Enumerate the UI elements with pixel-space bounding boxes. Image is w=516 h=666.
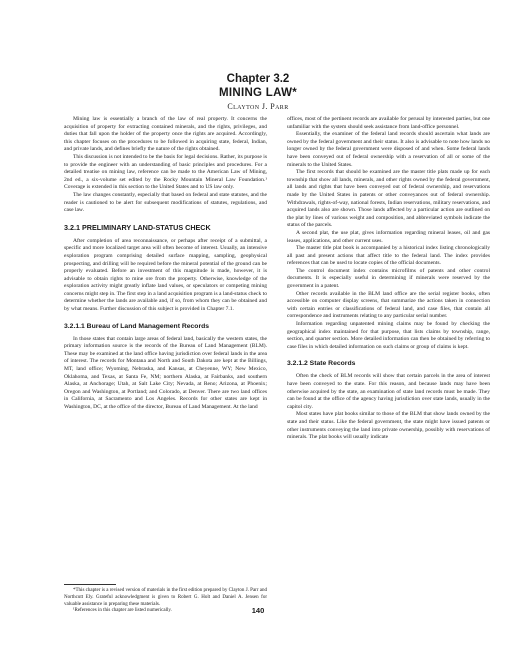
chapter-header — [0, 72, 516, 112]
paragraph: Information regarding unpatented mining claims may be found by checking the geographical index maintained for that purpose, that lists claims by township, range, section, and quarter section. More detailed information can then be obtained by referring to case files in which detailed information on such claims or group of claims is kept. — [287, 321, 490, 350]
author-name: Clayton J. Parr — [227, 102, 289, 111]
subsection-heading: 3.2.1.2 State Records — [287, 360, 356, 368]
paragraph: In those states that contain large areas of federal land, basically the western states, the primary information source is the records of the Bureau of Land Management (BLM). These may be examined at the land office having jurisdiction over federal lands in the area of interest. The records for Montana and North and South Dakota are kept at the Billings, MT, land office; Wyoming, Nebraska, and Kansas, at Cheyenne, WY; New Mexico, Oklahoma, and Texas, at Santa Fe, NM; northern Alaska, at Fairbanks, and southern Alaska, at Anchorage; Utah, at Salt Lake City; Nevada, at Reno; Arizona, at Phoenix; Oregon and Washington, at Portland; and Colorado, at Denver. There are two land offices in California, at Sacramento and Los Angeles. Records for other states are kept in Washington, DC, at the office of the director, Bureau of Land Management. At the land — [64, 335, 267, 410]
paragraph: Often the check of BLM records will show that certain parcels in the area of interest have been conveyed to the state. For this reason, and because lands may have been otherwise acquired by the state, an examination of state land records must be made. They can be found at the office of the agency having jurisdiction over state lands, usually in the capitol city. — [287, 373, 490, 410]
footnote: ¹References in this chapter are listed numerically. — [73, 608, 172, 614]
paragraph: Essentially, the examiner of the federal land records should ascertain what lands are owned by the federal government and their status. It also is advisable to note how lands no longer owned by the federal government were disposed of and when. Some federal lands have been conveyed out of federal ownership with a reservation of all or some of the minerals to the United States. — [287, 131, 490, 168]
paragraph: After completion of area reconnaissance, or perhaps after receipt of a submittal, a specific and more localized target area will often become of interest. Usually, an intensive exploration program comprising detailed surface mapping, sampling, geophysical prospecting, and drilling will be required before the mineral potential of the ground can be properly evaluated. Before an investment of this magnitude is made, however, it is advisable to obtain rights to mine ore from the property. Otherwise, knowledge of the exploration activity might greatly inflate land values, or speculators or competing mining concerns might step in. The first step in a land acquisition program is a land-status check to determine whether the lands are available and, if so, from whom they can be obtained and by what means. Further discussion of this subject is provided in Chapter 7.1. — [64, 237, 267, 313]
paragraph: Mining law is essentially a branch of the law of real property. It concerns the acquisition of property for extracting contained minerals, and the rights, privileges, and duties that fall upon the holder of the property once the rights are acquired. Accordingly, this chapter focuses on the procedures to be followed in acquiring state, federal, Indian, and private lands, and defines briefly the nature of the rights obtained. — [64, 116, 267, 153]
chapter-number: Chapter 3.2 — [226, 73, 290, 85]
paragraph: This discussion is not intended to be the basis for legal decisions. Rather, its purpose is to provide the engineer with an understanding of basic principles and procedures. For a detailed treatise on mining law, reference can be made to the American Law of Mining, 2nd ed., a six-volume set edited by the Rocky Mountain Mineral Law Foundation.¹ Coverage is extended in this section to the United States and to US law only. — [64, 153, 267, 191]
paragraph: The law changes constantly, especially that based on federal and state statutes, and the reader is cautioned to be alert for subsequent modifications of statutes, regulations, and case law. — [64, 191, 267, 214]
chapter-title: MINING LAW* — [218, 87, 298, 99]
paragraph: A second plat, the use plat, gives information regarding mineral leases, oil and gas leases, applications, and other current uses. — [287, 229, 490, 244]
page-number: 140 — [251, 606, 265, 615]
subsection-heading: 3.2.1.1 Bureau of Land Management Records — [64, 322, 210, 330]
right-column — [287, 116, 490, 442]
paragraph: The master title plat book is accompanied by a historical index listing chronologically all past and present actions that affect title to the federal land. The index provides references that can be used to locate copies of the official documents. — [287, 245, 490, 267]
left-column — [64, 116, 267, 412]
paragraph: The control document index contains microfilms of patents and other control documents. It is especially useful in determining if minerals were reserved by the government in a patent. — [287, 267, 490, 290]
paragraph: Other records available in the BLM land office are the serial register books, often accessible on computer display screens, that summarize the actions taken in connection with certain entries or classifications of federal land, and case files, that contain all correspondence and instruments relating to any particular serial number. — [287, 290, 490, 320]
section-heading: 3.2.1 PRELIMINARY LAND-STATUS CHECK — [64, 222, 211, 232]
paragraph: The first records that should be examined are the master title plats made up for each township that show all lands, minerals, and other rights owned by the federal government, all lands and rights that have been conveyed out of federal ownership, and reservations made by the United States in patents or other conveyances out of federal ownership. Withdrawals, rights-of-way, national forests, Indian reservations, military reservations, and acquired lands also are shown. Those lands affected by a particular action are outlined on the plat by lines of various weight and composition, and abbreviated symbols indicate the status of the parcels. — [287, 169, 490, 229]
paragraph: offices, most of the pertinent records are available for perusal by interested parties, but one unfamiliar with the system should seek assistance from land-office personnel. — [287, 116, 490, 130]
footnote-divider — [64, 584, 116, 585]
paragraph: Most states have plat books similar to those of the BLM that show lands owned by the state and their status. Like the federal government, the state might have issued patents or other instruments conveying the land into private ownership, possibly with reservations of minerals. The plat books will usually indicate — [287, 411, 490, 441]
footnote: *This chapter is a revised version of materials in the first edition prepared by Clayton J. Parr and Northcutt Ely. Grateful acknowledgment is given to Robert G. Holt and Daniel A. Jensen for valuable assistance in preparing these materials. — [64, 588, 267, 607]
